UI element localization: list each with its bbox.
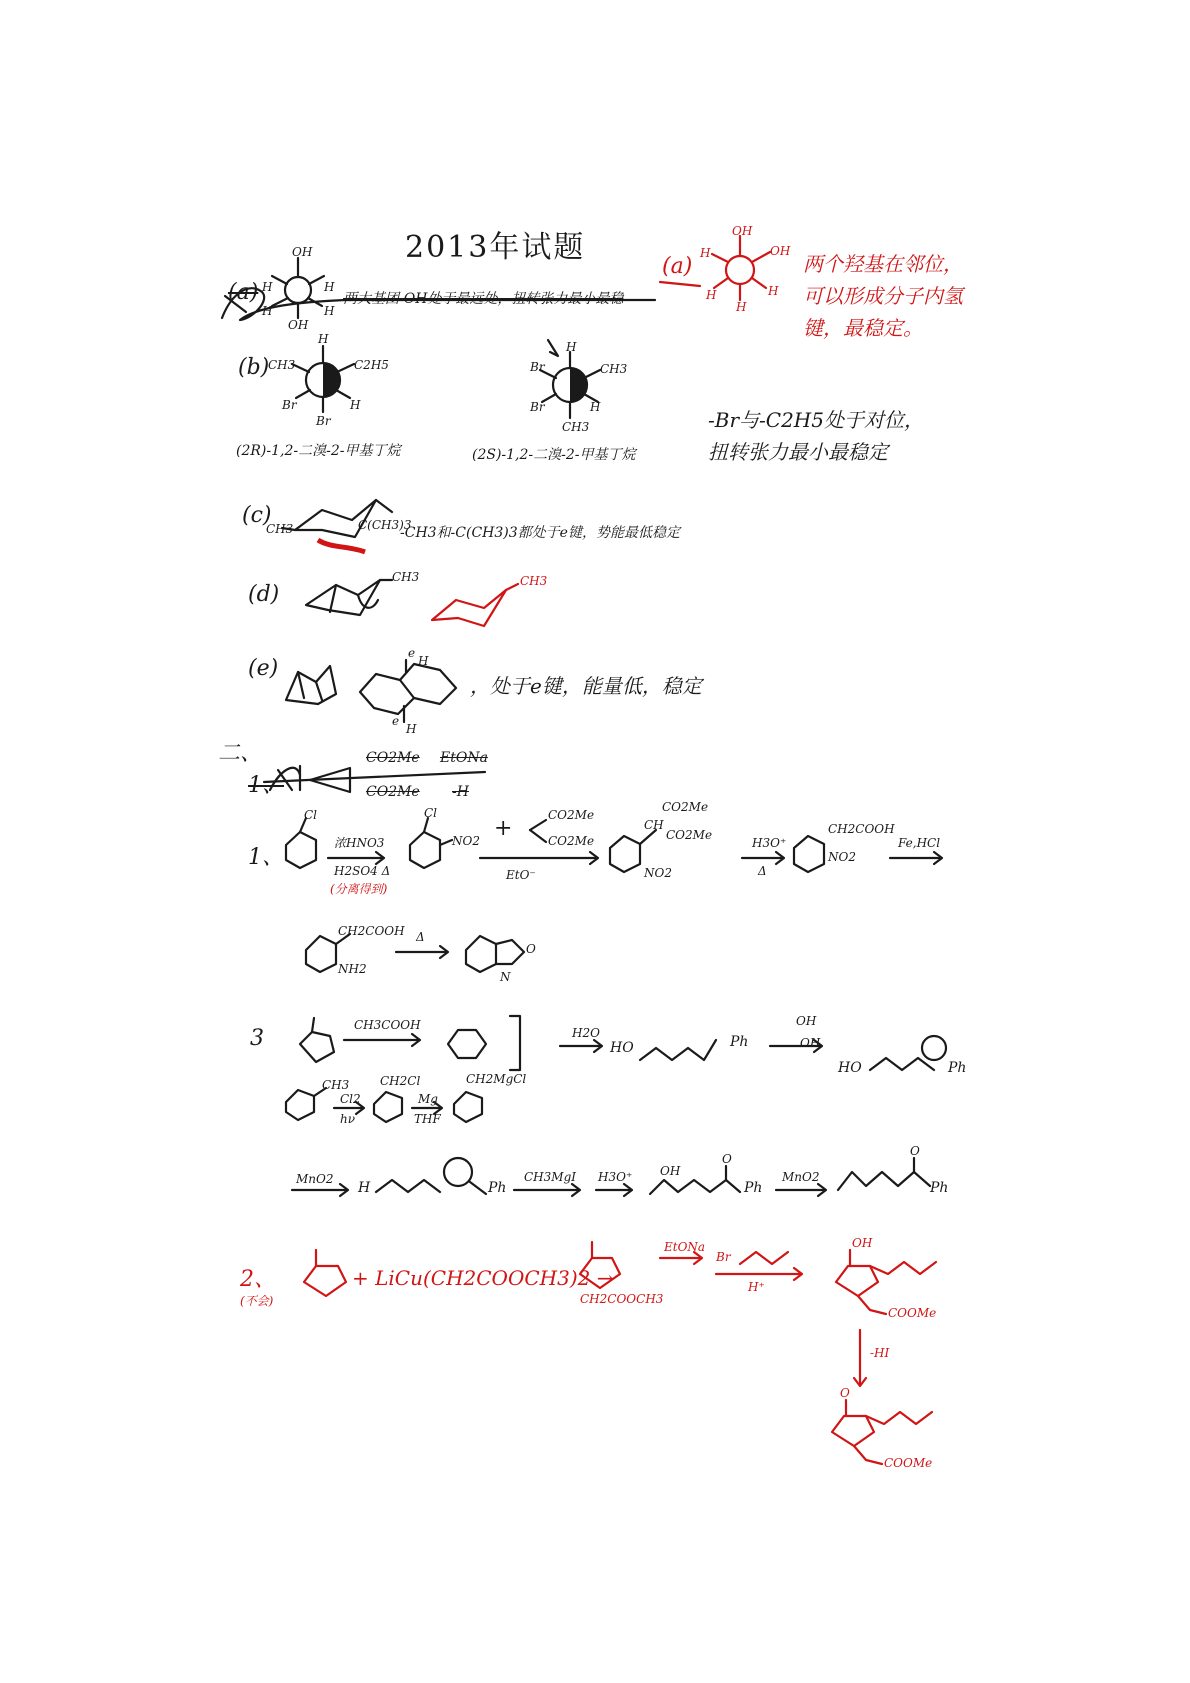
label-d: (d) bbox=[248, 582, 280, 607]
label-a: (a) bbox=[228, 280, 259, 305]
q3-row2-step1: MnO2 bbox=[296, 1172, 334, 1186]
q1-start-cl: Cl bbox=[304, 808, 318, 822]
q3-side-step1-bottom: hν bbox=[340, 1112, 356, 1126]
struck-reagent-top: CO2Me bbox=[366, 750, 420, 766]
newman-b-left-br: Br bbox=[282, 398, 297, 412]
q2-step2-bottom: H⁺ bbox=[748, 1280, 765, 1294]
q1-step1-bottom: H2SO4 Δ bbox=[334, 864, 391, 878]
q1-inter2-co2me1: CO2Me bbox=[662, 800, 709, 814]
q3-row2-ph1: Ph bbox=[488, 1180, 507, 1196]
q2-final-o: O bbox=[840, 1386, 850, 1400]
red-newman-right-up: OH bbox=[770, 244, 791, 258]
q1-product-n: N bbox=[500, 970, 511, 984]
newman-b-left-ch3: CH3 bbox=[268, 358, 296, 372]
q1-product-o: O bbox=[526, 942, 536, 956]
newman-b-right-ch3: CH3 bbox=[600, 362, 628, 376]
q3-row2-step2: CH3MgI bbox=[524, 1170, 576, 1184]
q1-reagent-bottom: CO2Me bbox=[548, 834, 595, 848]
note-b-line2: 扭转张力最小最稳定 bbox=[708, 440, 888, 464]
red-newman-bottom: H bbox=[736, 300, 747, 314]
q3-step1-top: CH3COOH bbox=[354, 1018, 421, 1032]
newman-b-left bbox=[292, 346, 354, 412]
newman-b-left-c2h5: C2H5 bbox=[354, 358, 389, 372]
q3-diol-top: OH bbox=[796, 1014, 817, 1028]
q2-final-coome: COOMe bbox=[884, 1456, 933, 1470]
decalin-e-bottom-h: H bbox=[406, 722, 417, 736]
structure-e-decalin bbox=[360, 660, 456, 722]
section2-marker: 二、 bbox=[218, 741, 263, 766]
q3-side-step1-top: Cl2 bbox=[340, 1092, 361, 1106]
q2-tag: (不会) bbox=[240, 1294, 274, 1308]
q2-product-coome: COOMe bbox=[888, 1306, 937, 1320]
decalin-e-top-h: H bbox=[418, 654, 429, 668]
newman-b-left-bottom: Br bbox=[316, 414, 331, 428]
note-c: -CH3和-C(CH3)3都处于e键，势能最低稳定 bbox=[400, 525, 680, 541]
red-note-a-line3: 键，最稳定。 bbox=[803, 316, 923, 340]
q3-row2-ph2: Ph bbox=[744, 1180, 763, 1196]
q3-side bbox=[286, 1088, 482, 1122]
structure-d-black bbox=[306, 580, 392, 615]
q1-step1-note: (分离得到) bbox=[330, 882, 388, 896]
structure-d-ch3: CH3 bbox=[392, 570, 420, 584]
q1-step4-top: Fe,HCl bbox=[898, 836, 941, 850]
q3-row2-step3: H3O⁺ bbox=[598, 1170, 633, 1184]
caption-b-right: (2S)-1,2-二溴-2-甲基丁烷 bbox=[472, 447, 636, 463]
chair-c-ch3: CH3 bbox=[266, 522, 294, 536]
newman-a-right-down: H bbox=[324, 304, 335, 318]
q3-diol-bottom: OH bbox=[800, 1036, 821, 1050]
struck-number: 1、 bbox=[248, 773, 284, 798]
q2-product-oh: OH bbox=[852, 1236, 873, 1250]
q2-step1-top: EtONa bbox=[664, 1240, 706, 1254]
chair-c-tbu: C(CH3)3 bbox=[358, 518, 412, 532]
q3-side-step2-bottom: THF bbox=[414, 1112, 441, 1126]
struck-base-bottom: -H bbox=[452, 784, 469, 800]
q2-step3: -HI bbox=[870, 1346, 890, 1360]
note-b-line1: -Br与-C2H5处于对位， bbox=[708, 408, 924, 432]
q3-inter-ho: HO bbox=[610, 1040, 634, 1056]
q3-side-step2-top: Mg bbox=[418, 1092, 438, 1106]
red-newman-right-down: H bbox=[768, 284, 779, 298]
q3-row2-step4: MnO2 bbox=[782, 1170, 820, 1184]
newman-a-left-down: H bbox=[262, 304, 273, 318]
q3-row2-oh: OH bbox=[660, 1164, 681, 1178]
q3-ketal-ph: Ph bbox=[948, 1060, 967, 1076]
q1-step3-bottom: Δ bbox=[758, 864, 767, 878]
q3-row2-product-o: O bbox=[910, 1144, 920, 1158]
label-e: (e) bbox=[248, 656, 279, 681]
newman-a-black bbox=[272, 258, 324, 318]
page-title: 2013年试题 bbox=[405, 230, 586, 265]
newman-a-top: OH bbox=[292, 245, 313, 259]
q1-step1-top: 浓HNO3 bbox=[334, 836, 385, 850]
q1-step2-bottom: EtO⁻ bbox=[506, 868, 536, 882]
q3-side-inter1: CH2Cl bbox=[380, 1074, 421, 1088]
struck-reagent-bottom: CO2Me bbox=[366, 784, 420, 800]
label-b: (b) bbox=[238, 355, 270, 380]
q1-inter1-no2: NO2 bbox=[452, 834, 480, 848]
red-newman-top: OH bbox=[732, 224, 753, 238]
q1-inter4-nh2: NH2 bbox=[338, 962, 367, 976]
q1-step5-top: Δ bbox=[416, 930, 425, 944]
decalin-e-top-e: e bbox=[408, 646, 416, 660]
q1-number: 1、 bbox=[248, 845, 284, 870]
q3-side-inter2: CH2MgCl bbox=[466, 1072, 527, 1086]
q3-step2-top: H2O bbox=[572, 1026, 600, 1040]
q2-step2-top: Br bbox=[716, 1250, 731, 1264]
newman-b-right-h1: H bbox=[590, 400, 601, 414]
structure-d-red-ch3: CH3 bbox=[520, 574, 548, 588]
q1-step3-top: H3O⁺ bbox=[752, 836, 787, 850]
label-c: (c) bbox=[242, 503, 272, 528]
q1-inter2-co2me2: CO2Me bbox=[666, 828, 713, 842]
struck-base-top: EtONa bbox=[440, 750, 488, 766]
q2-number: 2、 bbox=[240, 1267, 276, 1292]
q3-ketal-ho: HO bbox=[838, 1060, 862, 1076]
struck-note-a: 两大基团-OH处于最远处，扭转张力最小最稳 bbox=[343, 291, 624, 307]
q2-inter-sub: CH2COOCH3 bbox=[580, 1292, 664, 1306]
red-note-a-line2: 可以形成分子内氢 bbox=[803, 284, 963, 308]
decalin-e-bottom-e: e bbox=[392, 714, 400, 728]
newman-b-right-bottom: CH3 bbox=[562, 420, 590, 434]
q3-row2-h: H bbox=[358, 1180, 371, 1196]
newman-b-right-h2: H bbox=[566, 340, 577, 354]
q1-inter1-cl: Cl bbox=[424, 806, 438, 820]
structure-e-left bbox=[286, 666, 336, 704]
q1-inter2-ch: CH bbox=[644, 818, 664, 832]
structure-d-red-chair bbox=[432, 584, 518, 626]
caption-b-left: (2R)-1,2-二溴-2-甲基丁烷 bbox=[236, 443, 401, 459]
q1-inter3-ch2cooh: CH2COOH bbox=[828, 822, 895, 836]
note-e: ，处于e键，能量低，稳定 bbox=[470, 674, 702, 698]
newman-b-left-top: H bbox=[318, 332, 329, 346]
q1-plus: + bbox=[494, 816, 513, 841]
q3-row2-product-ph: Ph bbox=[930, 1180, 949, 1196]
newman-a-bottom: OH bbox=[288, 318, 309, 332]
red-note-a-line1: 两个羟基在邻位， bbox=[803, 252, 963, 276]
q3-side-ch3: CH3 bbox=[322, 1078, 350, 1092]
newman-b-right-br2: Br bbox=[530, 400, 545, 414]
q3-number: 3 bbox=[250, 1026, 264, 1051]
q2-reagent: + LiCu(CH2COOCH3)2 → bbox=[352, 1266, 614, 1290]
q1-inter2-no2: NO2 bbox=[644, 866, 672, 880]
red-label-a: (a) bbox=[662, 254, 693, 279]
q1-reagent-top: CO2Me bbox=[548, 808, 595, 822]
q1-inter4-ch2cooh: CH2COOH bbox=[338, 924, 405, 938]
red-newman-left-up: H bbox=[700, 246, 711, 260]
red-newman-left-down: H bbox=[706, 288, 717, 302]
q1-inter3-no2: NO2 bbox=[828, 850, 856, 864]
newman-b-left-h: H bbox=[350, 398, 361, 412]
newman-a-right-up: H bbox=[324, 280, 335, 294]
newman-b-right-br1: Br bbox=[530, 360, 545, 374]
newman-a-left-up: H bbox=[262, 280, 273, 294]
q3-row2-o: O bbox=[722, 1152, 732, 1166]
q3-inter-ph: Ph bbox=[730, 1034, 749, 1050]
